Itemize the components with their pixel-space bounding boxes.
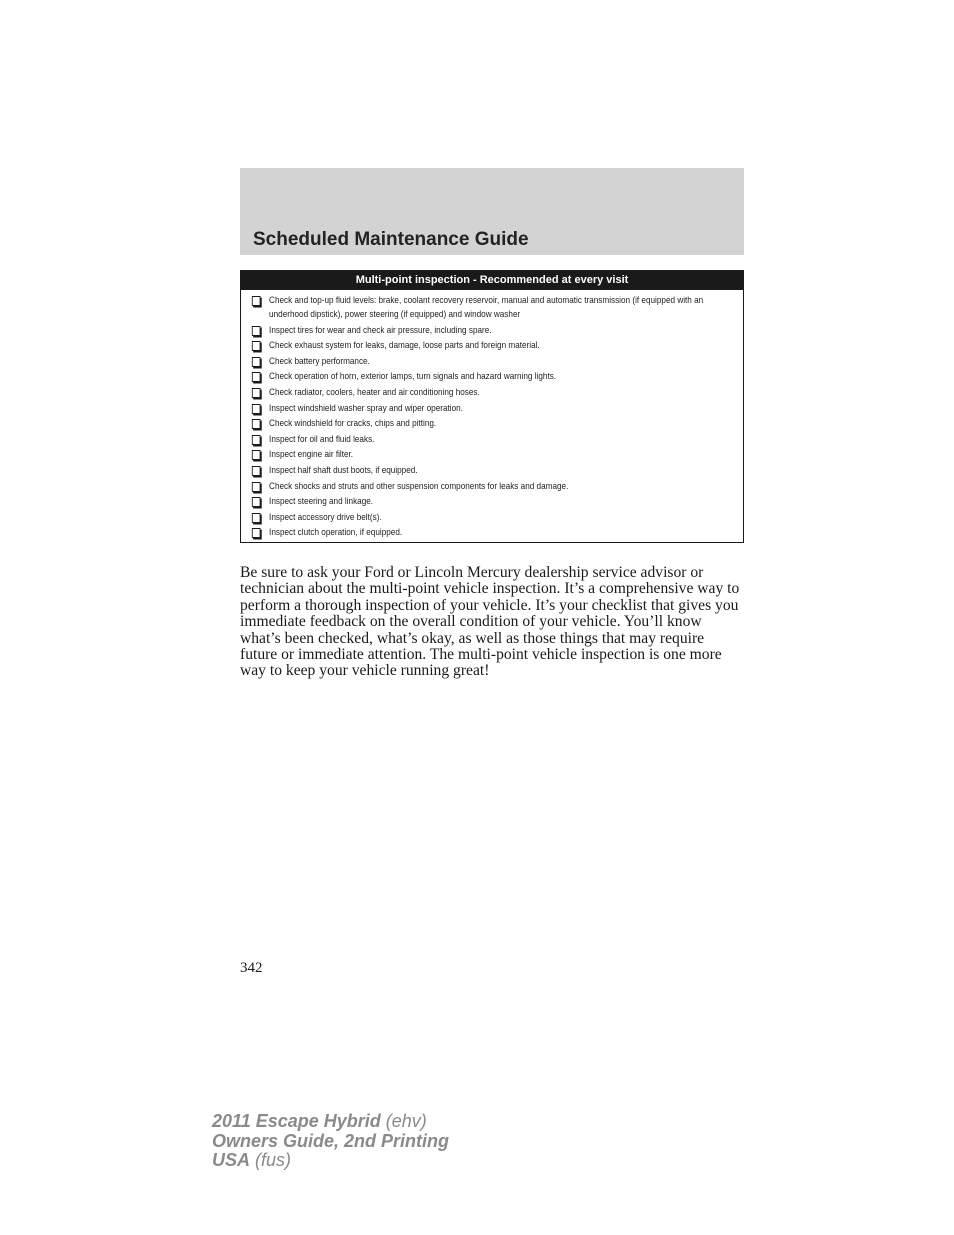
checklist-item-text: Inspect half shaft dust boots, if equipped. <box>269 464 418 476</box>
checklist-item-text: Check battery performance. <box>269 355 370 367</box>
checklist-item <box>251 448 724 462</box>
footer-model: 2011 Escape Hybrid <box>212 1111 381 1131</box>
checklist-item <box>251 402 724 416</box>
checklist-item-text: Check radiator, coolers, heater and air conditioning hoses. <box>269 386 480 398</box>
checklist-item-text: Inspect accessory drive belt(s). <box>269 511 382 523</box>
checkbox-icon <box>252 357 261 367</box>
checkbox-icon <box>252 341 261 351</box>
checklist-item-text: Inspect tires for wear and check air pressure, including spare. <box>269 324 492 336</box>
checklist-item-text: Check and top-up fluid levels: brake, coolant recovery reservoir, manual and automatic transmission (if equipped with an underhood dipstick), power steering (if equipped) and window washer <box>269 295 704 320</box>
checkbox-icon <box>252 372 261 382</box>
checklist-item <box>251 324 724 338</box>
checklist-item <box>251 355 724 369</box>
checklist <box>241 290 743 540</box>
footer-line-model <box>212 1112 449 1132</box>
checklist-item-text: Inspect engine air filter. <box>269 449 354 461</box>
checklist-item-text: Check operation of horn, exterior lamps, turn signals and hazard warning lights. <box>269 371 557 383</box>
checklist-item-text: Inspect for oil and fluid leaks. <box>269 433 375 445</box>
checkbox-icon <box>252 450 261 460</box>
checklist-item-text: Check exhaust system for leaks, damage, loose parts and foreign material. <box>269 340 540 352</box>
footer-market-code: (fus) <box>255 1150 292 1170</box>
checkbox-icon <box>252 404 261 414</box>
footer-imprint <box>212 1112 449 1171</box>
checklist-item <box>251 370 724 384</box>
checkbox-icon <box>252 466 261 476</box>
checkbox-icon <box>252 435 261 445</box>
checkbox-icon <box>252 388 261 398</box>
checklist-item <box>251 495 724 509</box>
checklist-item <box>251 511 724 525</box>
checkbox-icon <box>252 419 261 429</box>
inspection-checklist-box <box>240 270 744 543</box>
checklist-item <box>251 464 724 478</box>
checklist-item-text: Check shocks and struts and other suspension components for leaks and damage. <box>269 480 569 492</box>
checklist-item <box>251 480 724 494</box>
checkbox-icon <box>252 326 261 336</box>
checklist-item <box>251 433 724 447</box>
checkbox-icon <box>252 497 261 507</box>
checklist-item-text: Check windshield for cracks, chips and pitting. <box>269 418 437 430</box>
checklist-item <box>251 526 724 540</box>
footer-line-guide <box>212 1132 449 1152</box>
checkbox-icon <box>252 528 261 538</box>
page-number: 342 <box>240 960 263 976</box>
checklist-item <box>251 294 724 322</box>
footer-line-market <box>212 1151 449 1171</box>
checklist-item <box>251 386 724 400</box>
footer-guide: Owners Guide, 2nd Printing <box>212 1130 450 1151</box>
footer-model-code: (ehv) <box>385 1111 427 1131</box>
footer-market: USA <box>212 1150 251 1170</box>
checkbox-icon <box>252 482 261 492</box>
checklist-item <box>251 417 724 431</box>
checklist-header: Multi-point inspection - Recommended at every visit <box>241 271 743 290</box>
checklist-item <box>251 339 724 353</box>
checklist-item-text: Inspect windshield washer spray and wiper operation. <box>269 402 463 414</box>
body-paragraph: Be sure to ask your Ford or Lincoln Mercury dealership service advisor or technician about the multi-point vehicle inspection. It’s a comprehensive way to perform a thorough inspection of your vehicle. It’s your checklist that gives you immediate feedback on the overall condition of your vehicle. You’ll know what’s been checked, what’s okay, as well as those things that may require future or immediate attention. The multi-point vehicle inspection is one more way to keep your vehicle running great! <box>240 564 740 680</box>
section-header-band <box>240 168 744 255</box>
checklist-item-text: Inspect clutch operation, if equipped. <box>269 527 403 539</box>
checklist-item-text: Inspect steering and linkage. <box>269 496 374 508</box>
checkbox-icon <box>252 296 261 306</box>
checkbox-icon <box>252 513 261 523</box>
section-title: Scheduled Maintenance Guide <box>253 229 529 250</box>
